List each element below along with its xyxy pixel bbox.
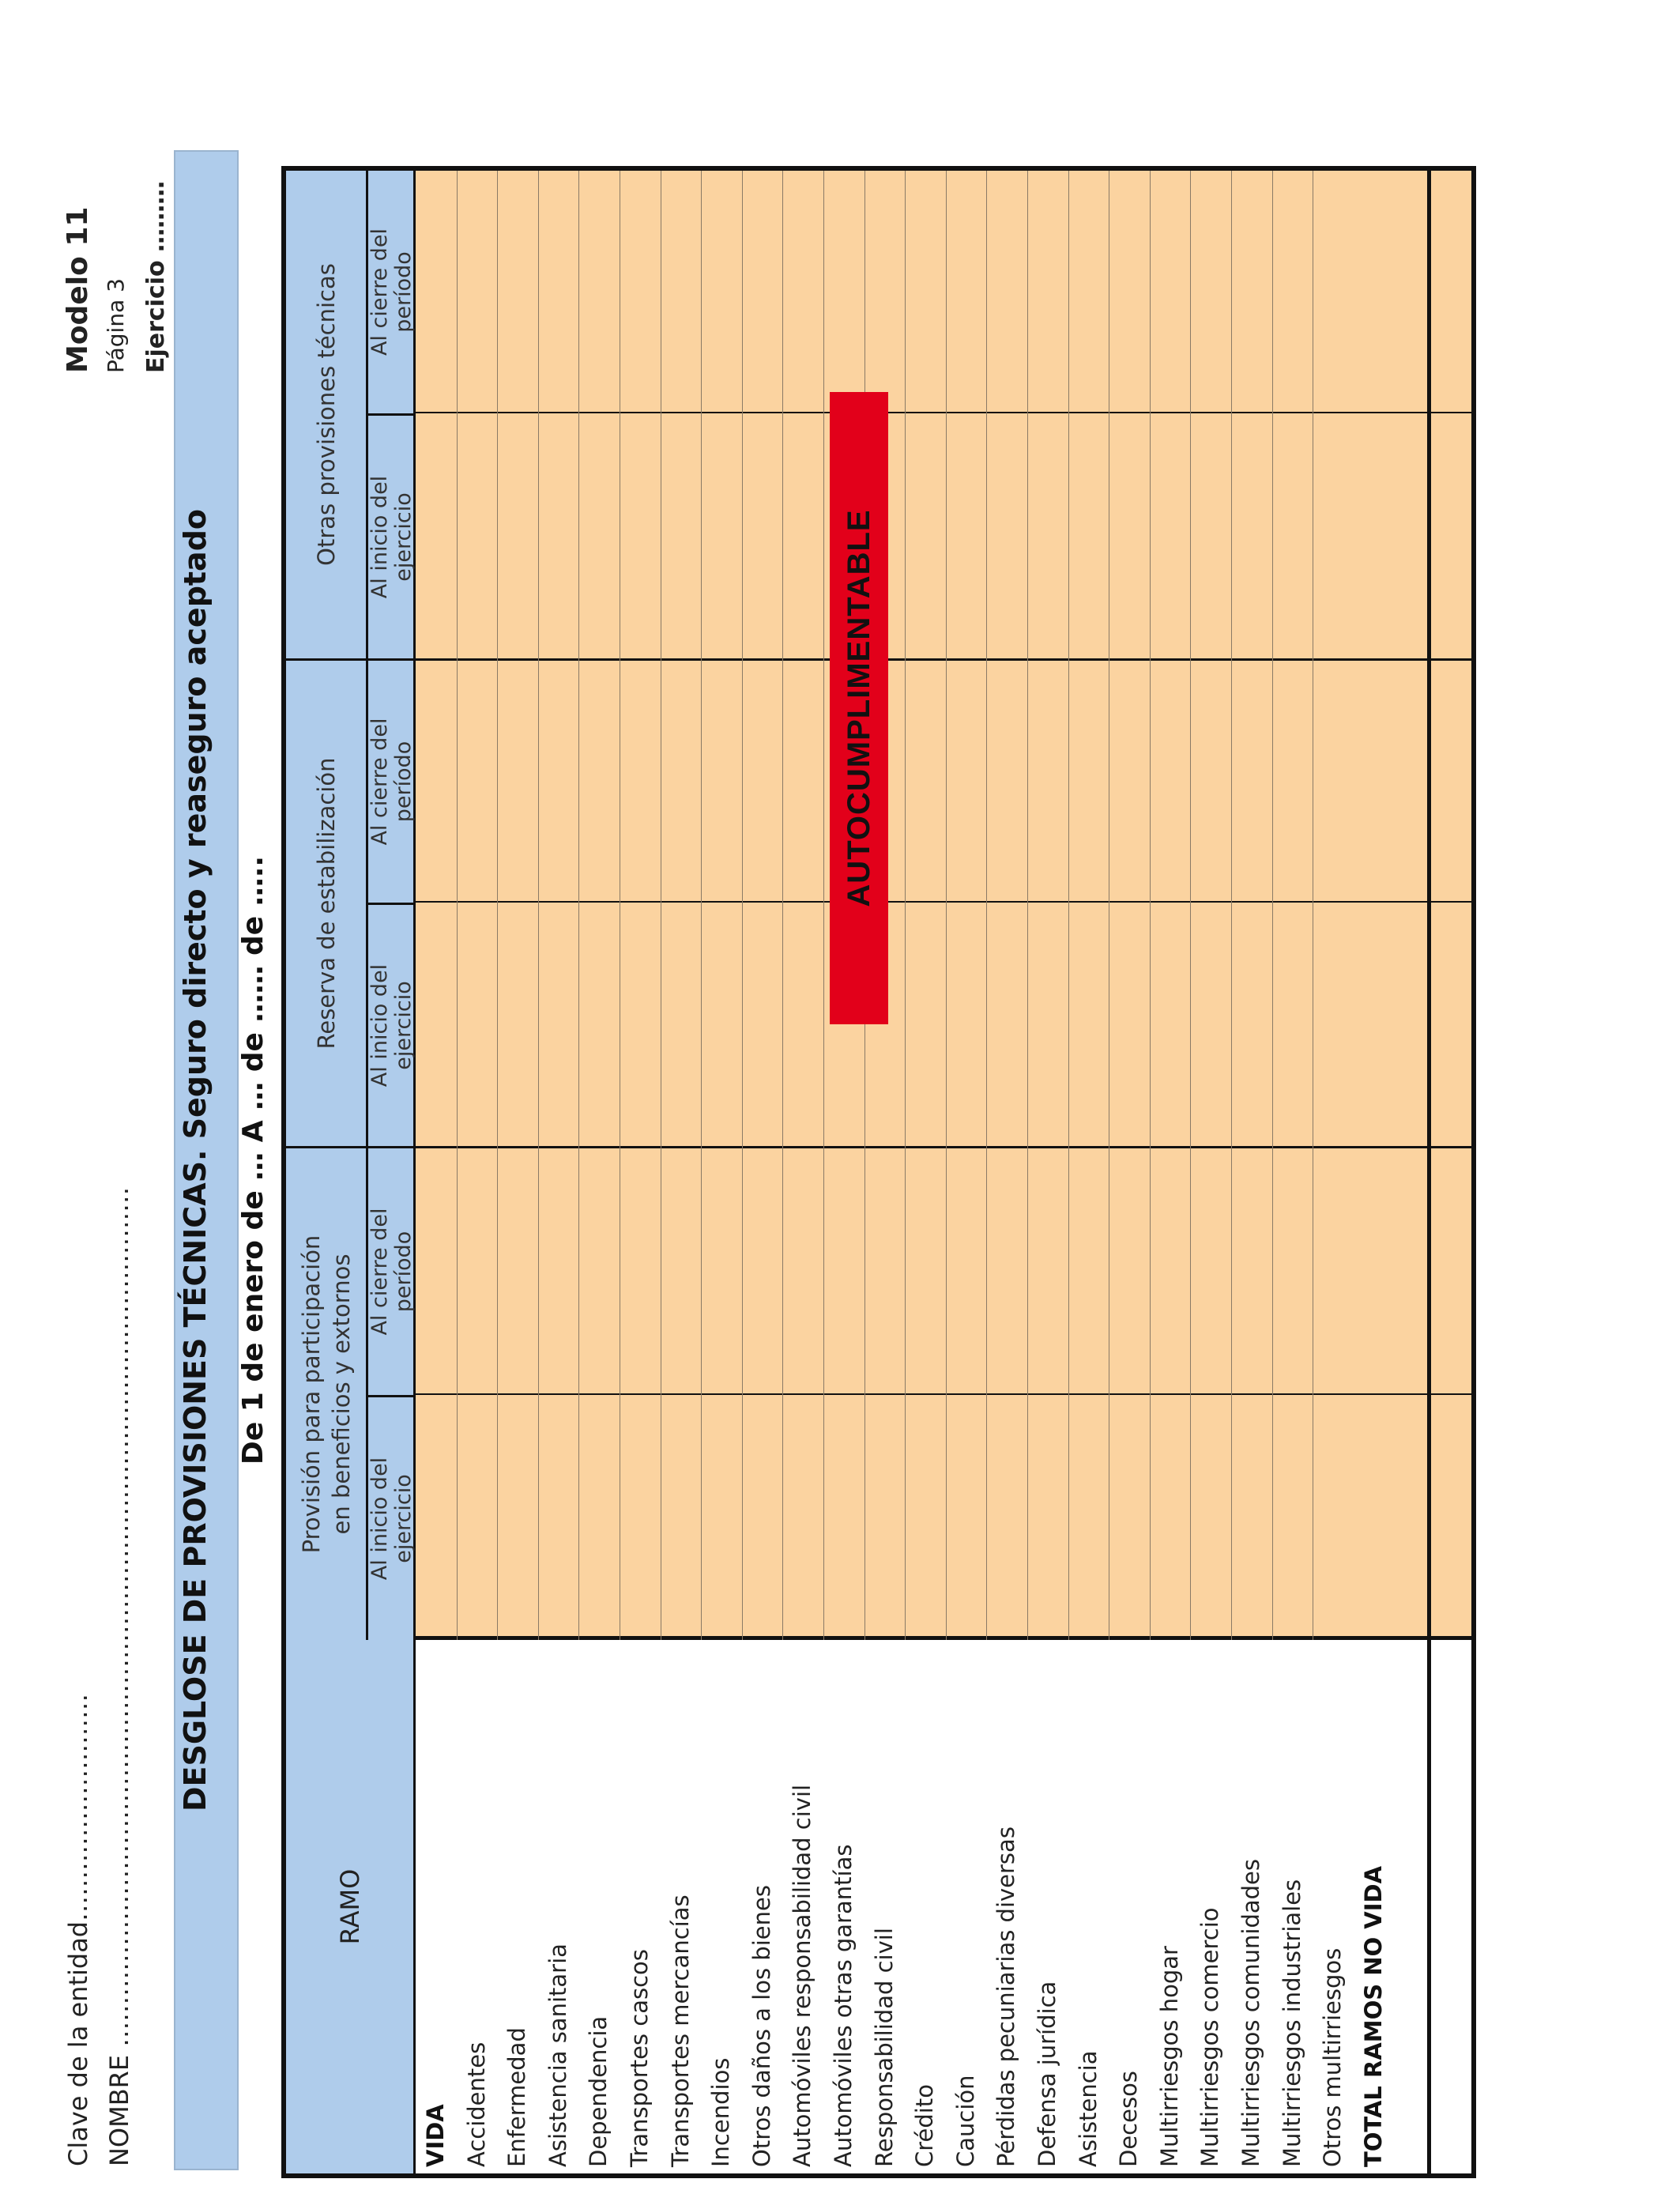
row-separator <box>1272 171 1273 1640</box>
subheader-cierre <box>368 661 416 903</box>
entity-name-label: NOMBRE ………………………………………………………………………………………… <box>104 1186 134 2166</box>
ramo-row: Asistencia <box>1074 2050 1102 2167</box>
row-separator <box>823 171 824 1640</box>
ramo-row: Caución <box>951 2075 979 2167</box>
row-separator <box>457 171 458 1640</box>
autocumplimentable-stamp: AUTOCUMPLIMENTABLE <box>830 392 888 1024</box>
subheader-line: Al cierre del <box>367 1208 392 1336</box>
subheader-inicio <box>368 903 416 1146</box>
subheader-inicio <box>368 1395 416 1640</box>
row-separator <box>1027 171 1028 1640</box>
group-header-participacion <box>286 1146 416 1640</box>
subheader-line: ejercicio <box>391 492 416 582</box>
row-separator <box>782 171 783 1640</box>
ramo-row: Multirriesgos comunidades <box>1237 1859 1264 2167</box>
row-separator <box>1231 171 1232 1640</box>
subheader-line: ejercicio <box>391 1474 416 1563</box>
ramo-row: Incendios <box>707 2057 735 2167</box>
total-row-divider <box>1427 171 1431 2173</box>
subheader-line: Al cierre del <box>367 718 392 846</box>
ramo-row: Defensa jurídica <box>1034 1981 1060 2167</box>
group-title-line1: Reserva de estabilización <box>312 757 340 1050</box>
ramo-row: Decesos <box>1115 2071 1143 2167</box>
row-separator <box>986 171 987 1640</box>
row-separator <box>742 171 743 1640</box>
period-subtitle: De 1 de enero de … A … de …… de ….. <box>237 855 269 1465</box>
group-title-line1: Otras provisiones técnicas <box>312 263 340 566</box>
subheader-line: ejercicio <box>391 981 416 1070</box>
subheader-inicio <box>368 413 416 658</box>
fiscal-year-label: Ejercicio ……… <box>142 180 170 373</box>
ramo-row: Otros multirriesgos <box>1319 1947 1347 2167</box>
page-title: DESGLOSE DE PROVISIONES TÉCNICAS. Seguro directo y reaseguro aceptado <box>178 508 213 1812</box>
subheader-line: período <box>391 1231 416 1313</box>
group-header-otras <box>286 171 416 658</box>
ramo-row: Transportes mercancías <box>666 1894 694 2167</box>
subheader-cierre <box>368 171 416 413</box>
row-separator <box>1190 171 1191 1640</box>
entity-code-label: Clave de la entidad……………………… <box>63 1693 93 2166</box>
row-separator <box>497 171 498 1640</box>
row-separator <box>701 171 702 1640</box>
subheader-line: Al inicio del <box>367 1457 392 1581</box>
subheader-line: período <box>391 251 416 333</box>
group-title-line2: en beneficios y extornos <box>327 1253 355 1535</box>
row-separator <box>1068 171 1069 1640</box>
subheader-cierre <box>368 1148 416 1395</box>
subheader-line: Al cierre del <box>367 228 392 356</box>
ramo-header: RAMO <box>286 1640 416 2173</box>
ramo-row: Automóviles otras garantías <box>830 1844 857 2167</box>
ramo-row: Dependencia <box>585 2015 612 2167</box>
row-separator <box>946 171 947 1640</box>
ramo-row: Transportes cascos <box>626 1949 653 2167</box>
group-title-line1: Provisión para participación <box>297 1235 325 1554</box>
row-separator <box>1150 171 1151 1640</box>
subheader-line: período <box>391 741 416 823</box>
ramo-row-total: TOTAL RAMOS NO VIDA <box>1359 1865 1387 2167</box>
subheader-line: Al inicio del <box>367 475 392 599</box>
ramo-row: Crédito <box>911 2084 939 2167</box>
ramo-row: Responsabilidad civil <box>870 1928 898 2167</box>
page-number: Página 3 <box>103 278 129 373</box>
ramo-row: Multirriesgos comercio <box>1196 1907 1224 2167</box>
subheader-line: Al inicio del <box>367 963 392 1088</box>
ramo-row: Multirriesgos hogar <box>1155 1946 1183 2167</box>
group-header-estabilizacion <box>286 658 416 1146</box>
ramo-row: Enfermedad <box>503 2027 531 2167</box>
ramo-row: Accidentes <box>462 2041 490 2167</box>
row-separator <box>538 171 539 1640</box>
ramo-row: Pérdidas pecuniarias diversas <box>993 1826 1020 2167</box>
ramo-row-vida: VIDA <box>422 2104 449 2167</box>
ramo-row: Otros daños a los bienes <box>748 1885 775 2167</box>
row-separator <box>905 171 906 1640</box>
ramo-row: Asistencia sanitaria <box>544 1943 571 2167</box>
ramo-column <box>286 1636 1471 2173</box>
model-number: Modelo 11 <box>62 206 94 373</box>
row-separator <box>578 171 579 1640</box>
ramo-row: Multirriesgos industriales <box>1278 1879 1305 2167</box>
ramo-row: Automóviles responsabilidad civil <box>789 1784 816 2167</box>
